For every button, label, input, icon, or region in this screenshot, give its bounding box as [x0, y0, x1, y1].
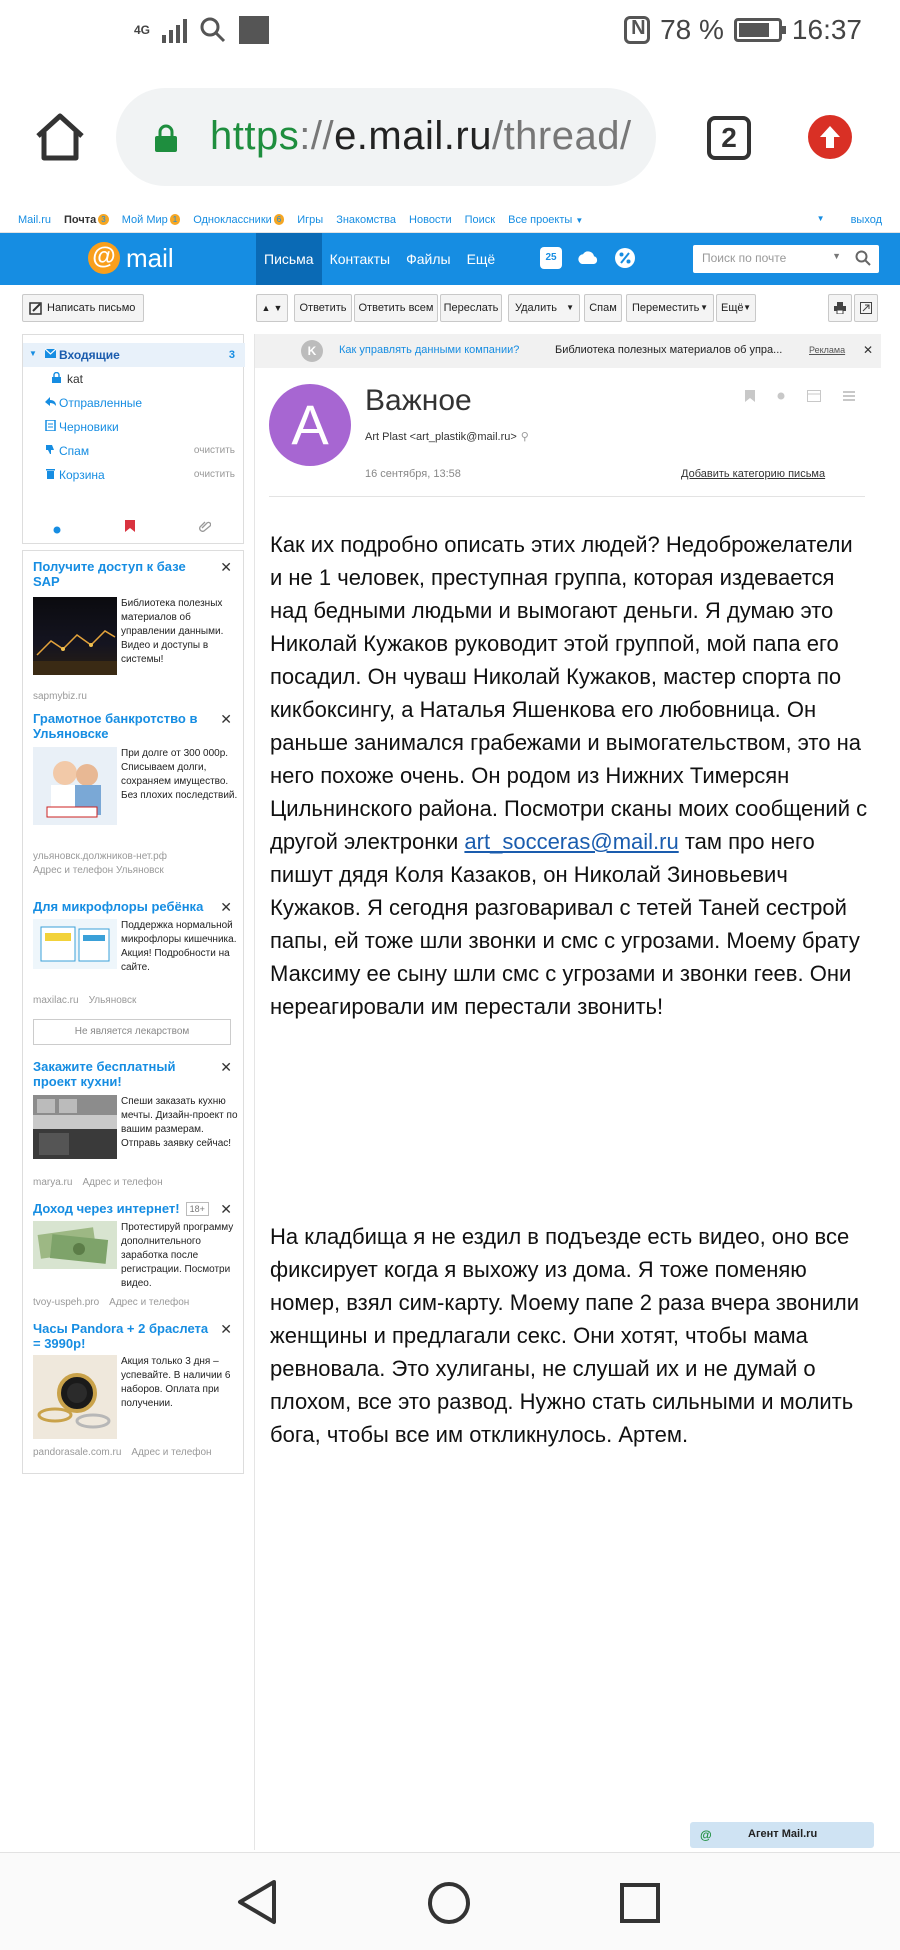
status-bar: [0, 0, 900, 68]
move-dropdown-icon[interactable]: ▼: [700, 303, 708, 312]
ad-sap[interactable]: Получите доступ к базе SAP ✕ Библиотека полезных материалов об управлении данными. Видео и доступы в системы! sapmybiz.ru: [33, 559, 232, 702]
compose-button[interactable]: Написать письмо: [22, 294, 144, 322]
battery-icon: [734, 18, 782, 42]
clock: 16:37: [791, 14, 862, 45]
more-dropdown-icon[interactable]: ▼: [743, 303, 751, 312]
reply-all-button[interactable]: Ответить всем: [354, 294, 438, 322]
battery-percent: 78 %: [660, 14, 724, 45]
ad-image[interactable]: [33, 597, 117, 675]
nav-files[interactable]: Файлы: [406, 251, 451, 267]
close-icon[interactable]: ✕: [220, 1059, 232, 1075]
logout-link[interactable]: выход: [850, 214, 882, 226]
agent-icon: @: [700, 1828, 712, 1842]
arrow-up-icon[interactable]: ▲: [261, 303, 271, 313]
expand-icon: [860, 302, 872, 314]
folder-kat[interactable]: kat: [23, 367, 245, 391]
calendar-icon[interactable]: 25: [540, 247, 562, 269]
archive-icon[interactable]: [807, 390, 821, 405]
link-dating[interactable]: Знакомства: [336, 214, 397, 226]
search-icon[interactable]: [855, 250, 871, 266]
thumbs-down-icon: [45, 444, 56, 455]
sender-avatar: A: [269, 384, 351, 466]
recents-icon[interactable]: [620, 1883, 660, 1923]
add-category-link[interactable]: Добавить категорию письма: [681, 468, 826, 480]
search-status-icon: [199, 16, 227, 44]
discount-icon[interactable]: [614, 247, 636, 269]
folder-drafts[interactable]: Черновики: [23, 415, 245, 439]
nav-more[interactable]: Ещё: [466, 251, 496, 267]
drafts-icon: [45, 420, 56, 431]
close-icon[interactable]: ✕: [220, 899, 232, 915]
main-nav: [256, 233, 503, 285]
move-button[interactable]: Переместить ▼: [626, 294, 714, 322]
folder-inbox[interactable]: ▼ Входящие 3: [23, 343, 245, 367]
home-icon[interactable]: [34, 112, 86, 162]
url-text: https://e.mail.ru/thread/: [210, 114, 632, 158]
ad-pandora[interactable]: Часы Pandora + 2 браслета = 3990р! ✕ Акция только 3 дня – успевайте. В наличии 6 наборов. Оплата при получении. pandorasale.com.ru Адрес и телефон: [33, 1321, 232, 1458]
cloud-icon[interactable]: [576, 247, 600, 269]
message-subject: Важное: [365, 384, 472, 417]
arrow-up-icon: [819, 124, 841, 150]
sent-icon: [45, 396, 56, 407]
flag-filter-icon[interactable]: [125, 519, 135, 537]
notification-icon: [239, 16, 269, 44]
reading-pane: [254, 334, 880, 1850]
ad-image[interactable]: [33, 1221, 117, 1269]
message-body-paragraph-2: На кладбища я не ездил в подъезде есть видео, оно все фиксирует когда я выхожу из дома. Я тоже поменяю номер, взял сим-карту. Моему папе 2 раза вчера звонили женщины и предлагали секс. Они хотят, чтобы мама ревновала. Это хулиганы, не слушай их и не думай о плохом, все это развод. Нужно стать сильными и молить бога, чтобы все им откликнулось. Артем.: [270, 1224, 860, 1447]
expand-button[interactable]: [854, 294, 878, 322]
ad-logo-icon: K: [301, 340, 323, 362]
signal-icon: [162, 17, 187, 43]
folder-actions: [23, 511, 245, 539]
flag-icon[interactable]: [745, 390, 755, 405]
clear-spam-link[interactable]: очистить: [193, 445, 235, 456]
link-games[interactable]: Игры: [297, 214, 324, 226]
folder-sent[interactable]: Отправленные: [23, 391, 245, 415]
delete-button[interactable]: Удалить ▼: [508, 294, 580, 322]
reply-button[interactable]: Ответить: [294, 294, 352, 322]
link-all-projects[interactable]: Все проекты ▼: [508, 214, 584, 226]
browser-toolbar: [0, 68, 900, 208]
at-logo-icon: @: [88, 242, 120, 274]
pencil-icon: [29, 302, 42, 315]
account-dropdown-icon[interactable]: ▼: [816, 214, 825, 223]
nfc-icon: [624, 16, 650, 44]
divider: [269, 496, 865, 497]
home-nav-icon[interactable]: [427, 1881, 471, 1925]
link-odnoklassniki[interactable]: Одноклассники 6: [193, 214, 284, 226]
print-button[interactable]: [828, 294, 852, 322]
delete-dropdown-icon[interactable]: ▼: [566, 303, 574, 312]
chevron-down-icon: ▼: [575, 216, 584, 225]
ads-column: [22, 550, 244, 1474]
ad-income[interactable]: Доход через интернет! 18+ ✕ Протестируй программу дополнительного заработка после регистрации. Посмотри видео. tvoy-uspeh.pro Адрес и телефон: [33, 1201, 234, 1308]
sender[interactable]: Art Plast <art_plastik@mail.ru> ⚲: [365, 431, 529, 443]
close-icon[interactable]: ✕: [220, 1321, 232, 1337]
lock-icon: [154, 124, 178, 152]
more-button[interactable]: Ещё ▼: [716, 294, 756, 322]
back-icon[interactable]: [236, 1879, 278, 1925]
print-icon: [834, 302, 846, 314]
link-myworld[interactable]: Мой Мир 1: [122, 214, 180, 226]
attachment-filter-icon[interactable]: [199, 519, 211, 537]
close-icon[interactable]: ✕: [220, 1201, 232, 1217]
lock-icon: [51, 372, 62, 383]
close-icon[interactable]: ✕: [862, 343, 873, 357]
nav-contacts[interactable]: Контакты: [329, 251, 391, 267]
ad-disclaimer: Не является лекарством: [33, 1019, 231, 1045]
folder-list: [22, 334, 244, 544]
link-mail[interactable]: Почта 3: [64, 214, 109, 226]
ad-image[interactable]: [33, 747, 117, 825]
folder-trash[interactable]: Корзина очистить: [23, 463, 245, 487]
agent-mailru-button[interactable]: @ Агент Mail.ru: [690, 1822, 874, 1848]
update-button[interactable]: [808, 115, 852, 159]
collapse-icon[interactable]: ▼: [29, 349, 37, 358]
mail-logo[interactable]: @ mail: [88, 242, 174, 274]
system-nav-bar: [0, 1852, 900, 1950]
prev-next-buttons[interactable]: [256, 294, 288, 322]
message-date: 16 сентября, 13:58: [365, 468, 461, 480]
email-link[interactable]: art_socceras@mail.ru: [464, 829, 679, 854]
link-news[interactable]: Новости: [409, 214, 452, 226]
link-search[interactable]: Поиск: [464, 214, 496, 226]
close-icon[interactable]: ✕: [220, 711, 232, 727]
inbox-icon: [45, 348, 56, 359]
close-icon[interactable]: ✕: [220, 559, 232, 575]
search-dropdown-icon[interactable]: ▼: [832, 251, 841, 261]
ad-image[interactable]: [33, 1355, 117, 1439]
portal-links: [0, 208, 900, 233]
network-type: 4G: [134, 23, 151, 37]
top-ad-banner[interactable]: K Как управлять данными компании? Библиотека полезных материалов об упра... Реклама ✕: [255, 334, 881, 368]
ad-kitchen[interactable]: Закажите бесплатный проект кухни! ✕ Спеши заказать кухню мечты. Дизайн-проект по вашим размерам. Отправь заявку сейчас! marya.ru Адрес и телефон: [33, 1059, 238, 1188]
message-body-paragraph-1: Как их подробно описать этих людей? Недоброжелатели и не 1 человек, преступная группа, которая издевается над бедными людьми и вымогают деньги. Я думаю это Николай Кужаков руководит этой группой, мой папа его посадил. Он чуваш Николай Кужаков, мастер спорта по кикбоксингу, а Наталья Яшенкова его любовница. Он раньше занимался грабежами и вымогательством, это на него похоже очень. Он родом из Нижних Тимерсян Цильнинского района. Посмотри сканы моих сообщений с другой электронки art_socceras@mail.ru там про него пишут дядя Коля Казаков, он Николай Зиновьевич Кужаков. Я сегодня разговаривал с тетей Таней сестрой папы, ей тоже шли звонки и смс с угрозами. Моему брату Максиму ее сыну шли смс с угрозами и звонки геев. Они нереагировали им перестали звонить!: [270, 532, 868, 1019]
trash-icon: [45, 468, 56, 479]
forward-button[interactable]: Переслать: [440, 294, 502, 322]
url-bar[interactable]: [116, 88, 656, 186]
spam-button[interactable]: Спам: [584, 294, 622, 322]
ad-bankruptcy[interactable]: Грамотное банкротство в Ульяновске ✕ При долге от 300 000р. Списываем долги, сохраняем имущество. Без плохих последствий. ульяновск.должников-нет.рф Адрес и телефон Ульяновск: [33, 711, 238, 876]
folder-spam[interactable]: Спам очистить: [23, 439, 245, 463]
magnifier-icon[interactable]: ⚲: [520, 431, 529, 443]
nav-letters[interactable]: Письма: [256, 233, 322, 285]
clear-trash-link[interactable]: очистить: [193, 469, 235, 480]
mail-header: [0, 233, 900, 285]
ad-image[interactable]: [33, 1095, 117, 1159]
mail-search-input[interactable]: Поиск по почте ▼: [693, 245, 879, 273]
ad-microflora[interactable]: Для микрофлоры ребёнка ✕ Поддержка нормальной микрофлоры кишечника. Акция! Подробности на сайте. maxilac.ru Ульяновск: [33, 899, 237, 1006]
arrow-down-icon[interactable]: ▼: [273, 303, 283, 313]
tab-switcher-button[interactable]: 2: [707, 116, 751, 160]
menu-icon[interactable]: [843, 390, 855, 405]
unread-filter-icon[interactable]: [53, 521, 61, 539]
ad-image[interactable]: [33, 919, 117, 969]
unread-dot-icon[interactable]: [777, 390, 785, 405]
link-mailru[interactable]: Mail.ru: [18, 214, 52, 226]
